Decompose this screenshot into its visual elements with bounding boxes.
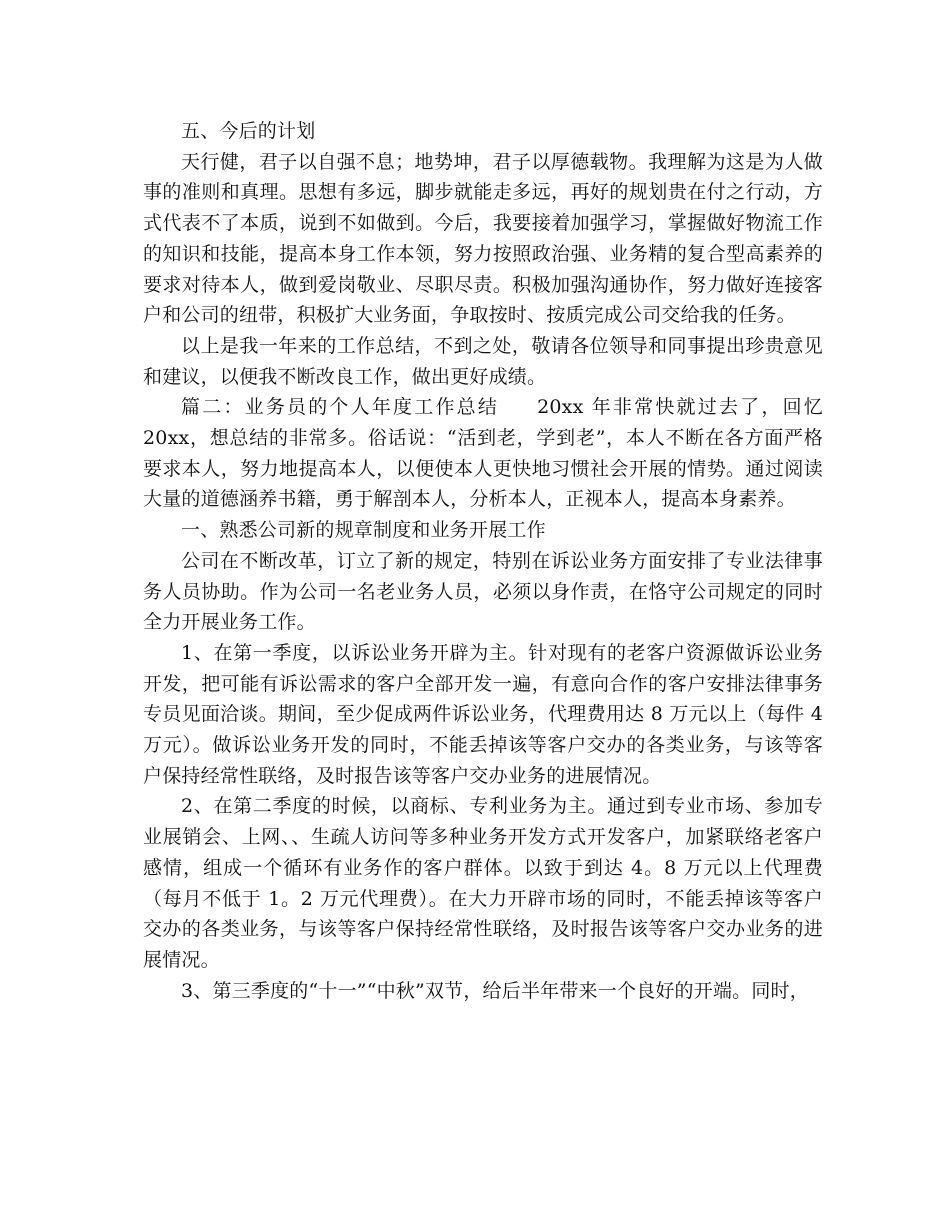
part-two-text: 20xx 年非常快就过去了，回忆 20xx，想总结的非常多。俗话说：“活到老，学到老”，本人不断在各方面严格要求本人，努力地提高本人，以便使本人更快地习惯社会开展的情势。通过阅读大量的道德涵养书籍，勇于解剖本人，分析本人，正视本人，提高本身素养。: [143, 396, 823, 511]
paragraph-q1: 1、在第一季度，以诉讼业务开辟为主。针对现有的老客户资源做诉讼业务开发，把可能有诉讼需求的客户全部开发一遍，有意向合作的客户安排法律事务专员见面洽谈。期间，至少促成两件诉讼业务，代理费用达 8 万元以上（每件 4 万元）。做诉讼业务开发的同时，不能丢掉该等客户交办的各类业务，与该等客户保持经常性联络，及时报告该等客户交办业务的进展情况。: [143, 641, 823, 787]
paragraph-conclusion: 以上是我一年来的工作总结，不到之处，敬请各位领导和同事提出珍贵意见和建议，以便我不断改良工作，做出更好成绩。: [143, 334, 823, 388]
paragraph-part-two-intro: [143, 392, 823, 515]
section-heading-future-plan: 五、今后的计划: [181, 120, 316, 142]
paragraph-q3: 3、第三季度的“十一”“中秋”双节，给后半年带来一个良好的开端。同时，: [181, 979, 809, 1002]
paragraph-plan-body: 天行健，君子以自强不息；地势坤，君子以厚德载物。我理解为这是为人做事的准则和真理。思想有多远，脚步就能走多远，再好的规划贵在付之行动，方式代表不了本质，说到不如做到。今后，我要接着加强学习，掌握做好物流工作的知识和技能，提高本身工作本领，努力按照政治强、业务精的复合型高素养的要求对待本人，做到爱岗敬业、尽职尽责。积极加强沟通协作，努力做好连接客户和公司的纽带，积极扩大业务面，争取按时、按质完成公司交给我的任务。: [143, 150, 823, 327]
part-two-title: 篇二：业务员的个人年度工作总结: [181, 396, 500, 419]
section-heading-new-rules: 一、熟悉公司新的规章制度和业务开展工作: [181, 519, 546, 542]
document-body: [143, 116, 823, 1006]
paragraph-company-reform: 公司在不断改革，订立了新的规定，特别在诉讼业务方面安排了专业法律事务人员协助。作为公司一名老业务人员，必须以身作责，在恪守公司规定的同时全力开展业务工作。: [143, 549, 823, 634]
paragraph-q2: 2、在第二季度的时候，以商标、专利业务为主。通过到专业市场、参加专业展销会、上网、、生疏人访问等多种业务开发方式开发客户，加紧联络老客户感情，组成一个循环有业务作的客户群体。以致于到达 4。8 万元以上代理费（每月不低于 1。2 万元代理费）。在大力开辟市场的同时，不能丢掉该等客户交办的各类业务，与该等客户保持经常性联络，及时报告该等客户交办业务的进展情况。: [143, 795, 823, 971]
